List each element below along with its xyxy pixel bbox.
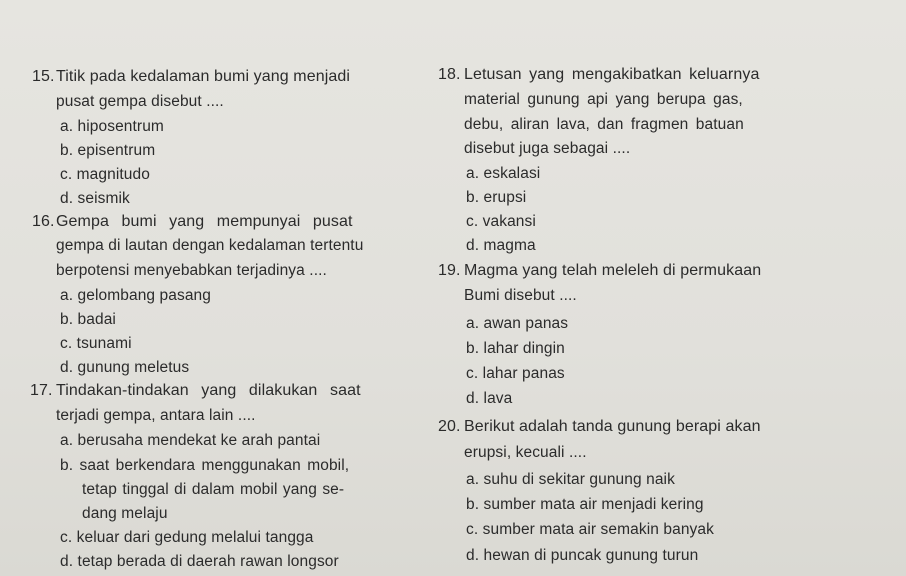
option-a: a. gelombang pasang bbox=[60, 287, 211, 304]
option-b: b. episentrum bbox=[60, 142, 156, 159]
question-number: 18. bbox=[438, 66, 461, 83]
option-b-continued: dang melaju bbox=[82, 505, 168, 522]
question-stem-line: Titik pada kedalaman bumi yang menjadi bbox=[56, 68, 351, 85]
question-stem-line: debu, aliran lava, dan fragmen batuan bbox=[464, 116, 744, 133]
question-number: 15. bbox=[32, 68, 55, 85]
question-number: 17. bbox=[30, 382, 53, 399]
question-stem-line: Berikut adalah tanda gunung berapi akan bbox=[464, 418, 761, 435]
option-c: c. lahar panas bbox=[466, 365, 565, 382]
option-a: a. awan panas bbox=[466, 315, 569, 332]
option-c: c. magnitudo bbox=[60, 166, 150, 183]
question-stem-line: Gempa bumi yang mempunyai pusat bbox=[56, 213, 353, 230]
option-a: a. hiposentrum bbox=[60, 118, 164, 135]
option-b: b. saat berkendara menggunakan mobil, bbox=[60, 457, 350, 474]
question-stem-line: berpotensi menyebabkan terjadinya .... bbox=[56, 262, 327, 279]
option-d: d. magma bbox=[466, 237, 536, 254]
question-stem-line: Tindakan-tindakan yang dilakukan saat bbox=[56, 382, 361, 399]
question-stem-line: gempa di lautan dengan kedalaman tertentu bbox=[56, 237, 364, 254]
option-a: a. eskalasi bbox=[466, 165, 541, 182]
question-stem-line: material gunung api yang berupa gas, bbox=[464, 91, 743, 108]
question-stem-line: Bumi disebut .... bbox=[464, 287, 577, 304]
option-b: b. sumber mata air menjadi kering bbox=[466, 496, 704, 513]
option-c: c. tsunami bbox=[60, 335, 132, 352]
question-number: 19. bbox=[438, 262, 461, 279]
option-b-continued: tetap tinggal di dalam mobil yang se- bbox=[82, 481, 345, 498]
question-stem-line: disebut juga sebagai .... bbox=[464, 140, 631, 157]
question-stem-line: pusat gempa disebut .... bbox=[56, 93, 224, 110]
option-d: d. tetap berada di daerah rawan longsor bbox=[60, 553, 339, 570]
question-number: 16. bbox=[32, 213, 55, 230]
option-a: a. suhu di sekitar gunung naik bbox=[466, 471, 675, 488]
question-stem-line: Magma yang telah meleleh di permukaan bbox=[464, 262, 762, 279]
question-stem-line: erupsi, kecuali .... bbox=[464, 444, 587, 461]
option-b: b. badai bbox=[60, 311, 116, 328]
option-c: c. vakansi bbox=[466, 213, 536, 230]
option-d: d. seismik bbox=[60, 190, 130, 207]
option-d: d. gunung meletus bbox=[60, 359, 190, 376]
option-a: a. berusaha mendekat ke arah pantai bbox=[60, 432, 321, 449]
option-b: b. lahar dingin bbox=[466, 340, 565, 357]
option-d: d. lava bbox=[466, 390, 513, 407]
option-c: c. sumber mata air semakin banyak bbox=[466, 521, 714, 538]
option-d: d. hewan di puncak gunung turun bbox=[466, 547, 699, 564]
question-number: 20. bbox=[438, 418, 461, 435]
option-c: c. keluar dari gedung melalui tangga bbox=[60, 529, 314, 546]
option-b: b. erupsi bbox=[466, 189, 527, 206]
question-stem-line: terjadi gempa, antara lain .... bbox=[56, 407, 256, 424]
question-stem-line: Letusan yang mengakibatkan keluarnya bbox=[464, 66, 760, 83]
